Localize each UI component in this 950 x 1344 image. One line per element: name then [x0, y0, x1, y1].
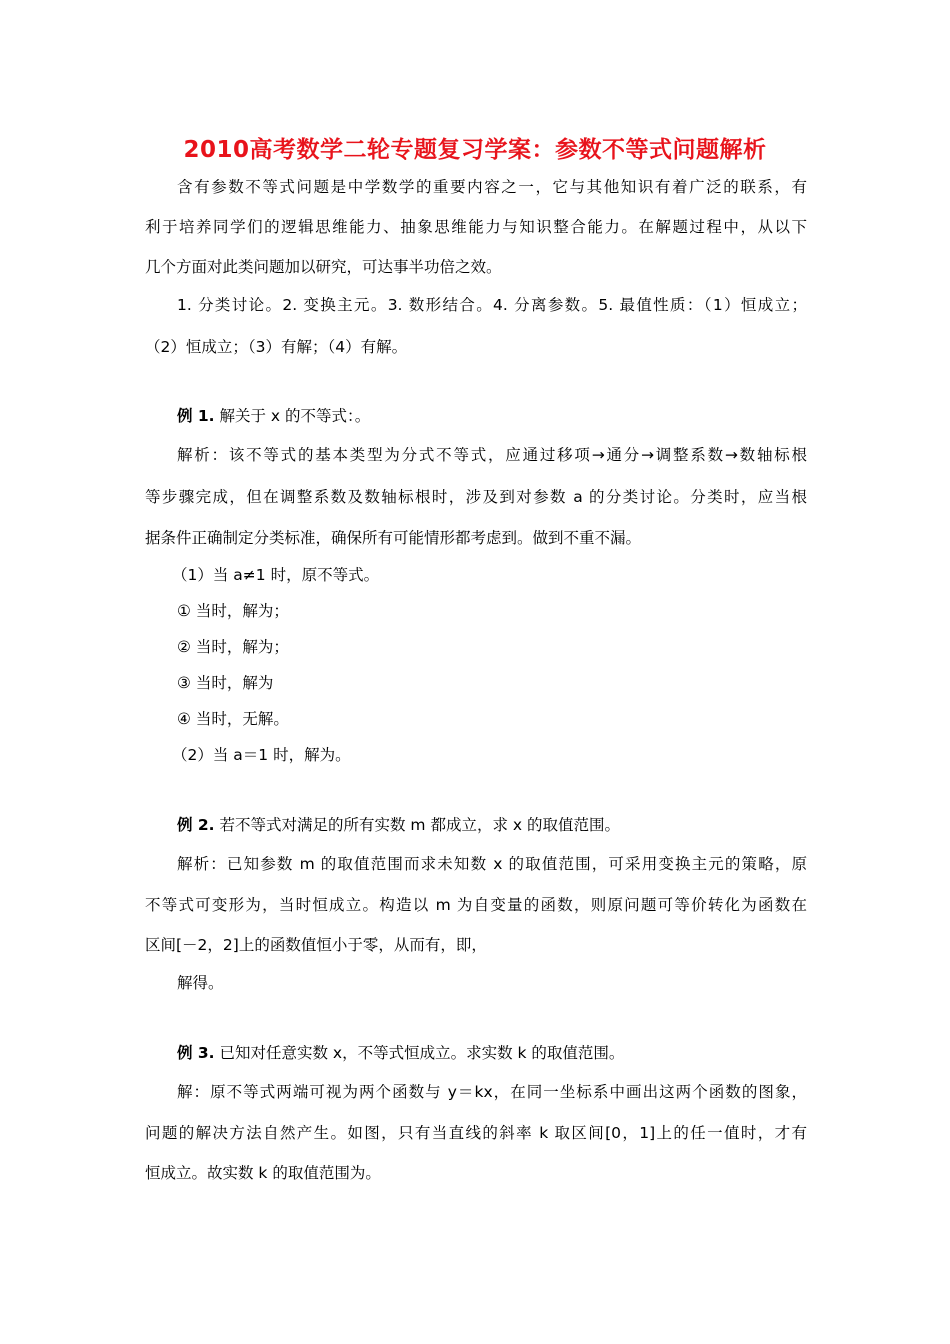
- example-1-subcase-3: ③ 当时，解为: [177, 674, 274, 692]
- example-2-question: [177, 814, 620, 836]
- example-1-analysis-line-3: 据条件正确制定分类标准，确保所有可能情形都考虑到。做到不重不漏。: [145, 529, 642, 547]
- example-3-analysis-line-3: 恒成立。故实数 k 的取值范围为。: [145, 1164, 381, 1182]
- example-3-question-text: 已知对任意实数 x，不等式恒成立。求实数 k 的取值范围。: [214, 1044, 625, 1062]
- example-1-case-2: （2）当 a＝1 时，解为。: [172, 746, 351, 764]
- intro-line-3: 几个方面对此类问题加以研究，可达事半功倍之效。: [145, 258, 502, 276]
- example-2-analysis-line-2: 不等式可变形为，当时恒成立。构造以 m 为自变量的函数，则原问题可等价转化为函数在: [145, 896, 807, 914]
- example-2-analysis-line-3: 区间[－2，2]上的函数值恒小于零，从而有，即，: [145, 936, 487, 954]
- example-3-analysis-line-1: 解：原不等式两端可视为两个函数与 y＝kx，在同一坐标系中画出这两个函数的图象，: [177, 1083, 807, 1101]
- example-2-question-text: 若不等式对满足的所有实数 m 都成立，求 x 的取值范围。: [214, 816, 620, 834]
- example-2-label: 例 2.: [177, 816, 215, 834]
- example-3-question: [177, 1042, 624, 1064]
- intro-line-2: 利于培养同学们的逻辑思维能力、抽象思维能力与知识整合能力。在解题过程中，从以下: [145, 218, 807, 236]
- example-1-analysis-line-1: 解析：该不等式的基本类型为分式不等式，应通过移项→通分→调整系数→数轴标根: [177, 446, 807, 464]
- intro-line-1: 含有参数不等式问题是中学数学的重要内容之一，它与其他知识有着广泛的联系，有: [177, 178, 807, 196]
- document-title: 2010高考数学二轮专题复习学案：参数不等式问题解析: [183, 137, 767, 163]
- methods-line-1: 1. 分类讨论。2. 变换主元。3. 数形结合。4. 分离参数。5. 最值性质：（1）恒成立；: [177, 296, 807, 314]
- example-1-analysis-line-2: 等步骤完成，但在调整系数及数轴标根时，涉及到对参数 a 的分类讨论。分类时，应当根: [145, 488, 807, 506]
- example-2-analysis-line-1: 解析：已知参数 m 的取值范围而求未知数 x 的取值范围，可采用变换主元的策略，原: [177, 855, 807, 873]
- example-1-case-1: （1）当 a≠1 时，原不等式。: [172, 566, 380, 584]
- example-2-analysis-line-4: 解得。: [177, 974, 224, 992]
- example-1-subcase-1: ① 当时，解为；: [177, 602, 289, 620]
- example-1-subcase-2: ② 当时，解为；: [177, 638, 289, 656]
- example-1-question-text: 解关于 x 的不等式：。: [214, 407, 371, 425]
- example-1-question: [177, 405, 370, 427]
- example-3-label: 例 3.: [177, 1044, 215, 1062]
- example-3-analysis-line-2: 问题的解决方法自然产生。如图，只有当直线的斜率 k 取区间[0，1]上的任一值时，才有: [145, 1124, 807, 1142]
- methods-line-2: （2）恒成立；（3）有解；（4）有解。: [145, 338, 408, 356]
- example-1-subcase-4: ④ 当时，无解。: [177, 710, 289, 728]
- example-1-label: 例 1.: [177, 407, 215, 425]
